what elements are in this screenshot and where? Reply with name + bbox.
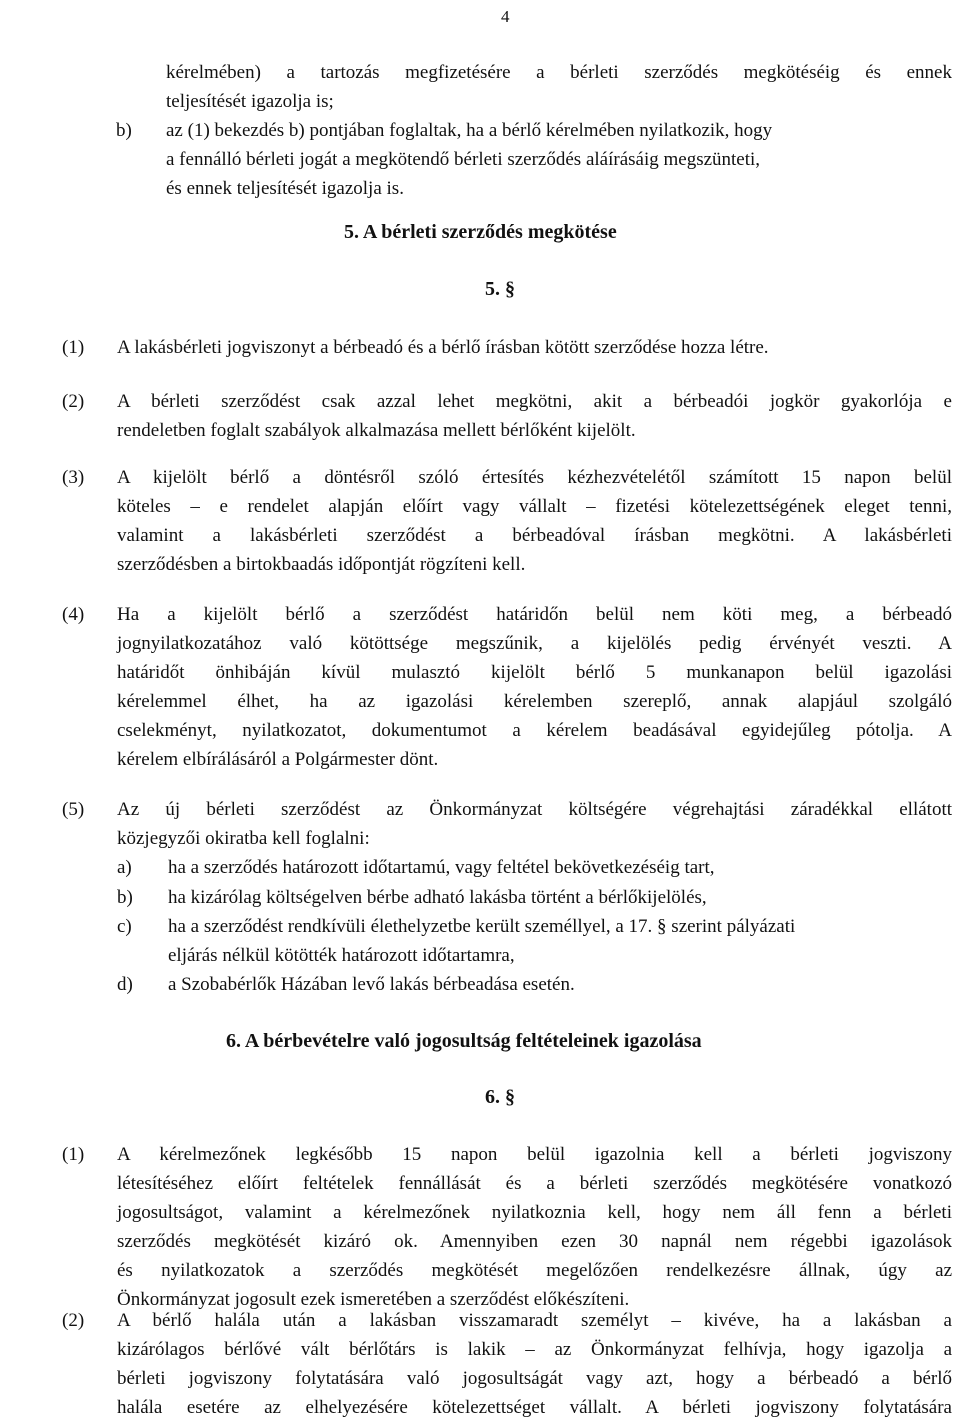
list-label: b) bbox=[117, 887, 133, 908]
text-line: A bérleti szerződést csak azzal lehet megkötni, akit a bérbeadói jogkör gyakorlója e bbox=[117, 391, 952, 412]
text-line: Önkormányzat jogosult ezek ismeretében a szerződést előkészíteni. bbox=[117, 1289, 630, 1310]
paragraph-number: (1) bbox=[62, 337, 85, 358]
paragraph-number: (2) bbox=[62, 1310, 85, 1331]
paragraph-number: (2) bbox=[62, 391, 85, 412]
text-line: valamint a lakásbérleti szerződést a bérbeadóval írásban megkötni. A lakásbérleti bbox=[117, 525, 952, 546]
paragraph-number: (4) bbox=[62, 604, 85, 625]
list-item-text bbox=[168, 853, 715, 882]
text-line: kérelemmel élhet, ha az igazolási kérelemben szereplő, annak alapjául szolgáló bbox=[117, 691, 952, 712]
text-line: A lakásbérleti jogviszonyt a bérbeadó és a bérlő írásban kötött szerződése hozza létre. bbox=[117, 337, 769, 358]
chapter-5-title: 5. A bérleti szerződés megkötése bbox=[344, 221, 617, 243]
text-line: a fennálló bérleti jogát a megkötendő bérleti szerződés aláírásáig megszünteti, bbox=[166, 149, 761, 170]
list-label: a) bbox=[117, 857, 132, 878]
page-number: 4 bbox=[501, 7, 510, 26]
text-line: jognyilatkozatához való kötöttsége megszűnik, a kijelölés pedig érvényét veszti. A bbox=[117, 633, 952, 654]
list-item-text bbox=[166, 116, 952, 203]
text-line: Ha a kijelölt bérlő a szerződést határidőn belül nem köti meg, a bérbeadó bbox=[117, 604, 952, 625]
list-item-text bbox=[168, 912, 952, 970]
text-line: szerződés megkötését kizáró ok. Amennyiben ezen 30 napnál nem régebbi igazolások bbox=[117, 1231, 952, 1252]
text-line: rendeletben foglalt szabályok alkalmazása mellett bérlőként kijelölt. bbox=[117, 420, 636, 441]
text-line: kizárólagos bérlővé vált bérlőtárs is lakik – az Önkormányzat felhívja, hogy igazolja a bbox=[117, 1339, 952, 1360]
chapter-6-title: 6. A bérbevételre való jogosultság feltételeinek igazolása bbox=[226, 1030, 702, 1052]
text-line: teljesítését igazolja is; bbox=[166, 91, 334, 112]
text-line: létesítéséhez előírt feltételek fennállását és a bérleti szerződés megkötésére vonatkozó bbox=[117, 1173, 952, 1194]
text-line: ha kizárólag költségelven bérbe adható lakásba történt a bérlőkijelölés, bbox=[168, 887, 707, 908]
list-label: d) bbox=[117, 974, 133, 995]
text-line: Az új bérleti szerződést az Önkormányzat költségére végrehajtási záradékkal ellátott bbox=[117, 799, 952, 820]
paragraph-text bbox=[117, 1306, 952, 1422]
paragraph-number: (1) bbox=[62, 1144, 85, 1165]
paragraph-text bbox=[117, 795, 952, 853]
text-line: halála esetére az elhelyezésére kötelezettséget vállalt. A bérleti jogviszony folytatására bbox=[117, 1397, 952, 1418]
text-line: cselekményt, nyilatkozatot, dokumentumot a kérelem beadásával egyidejűleg pótolja. A bbox=[117, 720, 952, 741]
text-line: és ennek teljesítését igazolja is. bbox=[166, 178, 404, 199]
section-5-mark: 5. § bbox=[485, 278, 515, 300]
text-line: kérelem elbírálásáról a Polgármester dönt. bbox=[117, 749, 439, 770]
list-label: b) bbox=[116, 120, 132, 141]
text-line: A bérlő halála után a lakásban visszamaradt személyt – kivéve, ha a lakásban a bbox=[117, 1310, 952, 1331]
text-line: határidőt önhibáján kívül mulasztó kijelölt bérlő 5 munkanapon belül igazolási bbox=[117, 662, 952, 683]
text-line: ha a szerződés határozott időtartamú, vagy feltétel bekövetkezéséig tart, bbox=[168, 857, 715, 878]
paragraph-number: (5) bbox=[62, 799, 85, 820]
text-line: és nyilatkozatok a szerződés megkötését megelőzően rendelkezésre állnak, úgy az bbox=[117, 1260, 952, 1281]
text-line: eljárás nélkül kötötték határozott időtartamra, bbox=[168, 945, 515, 966]
text-line: közjegyzői okiratba kell foglalni: bbox=[117, 828, 370, 849]
text-line: ha a szerződést rendkívüli élethelyzetbe került személlyel, a 17. § szerint pályázati bbox=[168, 916, 796, 937]
text-line: szerződésben a birtokbaadás időpontját rögzíteni kell. bbox=[117, 554, 526, 575]
list-item-text bbox=[168, 883, 707, 912]
text-line: köteles – e rendelet alapján előírt vagy vállalt – fizetési kötelezettségének eleget tenni, bbox=[117, 496, 952, 517]
text-line: jogosultságot, valamint a kérelmezőnek nyilatkoznia kell, hogy nem áll fenn a bérleti bbox=[117, 1202, 952, 1223]
text-line: A kijelölt bérlő a döntésről szóló értesítés kézhezvételétől számított 15 napon belül bbox=[117, 467, 952, 488]
paragraph-text bbox=[117, 387, 952, 445]
paragraph-text bbox=[117, 1140, 952, 1314]
paragraph-text bbox=[117, 463, 952, 579]
section-6-mark: 6. § bbox=[485, 1086, 515, 1108]
continuation-text bbox=[166, 58, 952, 116]
paragraph-text bbox=[117, 600, 952, 774]
text-line: az (1) bekezdés b) pontjában foglaltak, ha a bérlő kérelmében nyilatkozik, hogy bbox=[166, 120, 773, 141]
text-line: A kérelmezőnek legkésőbb 15 napon belül igazolnia kell a bérleti jogviszony bbox=[117, 1144, 952, 1165]
paragraph-text bbox=[117, 333, 952, 362]
text-line: a Szobabérlők Házában levő lakás bérbeadása esetén. bbox=[168, 974, 575, 995]
text-line: kérelmében) a tartozás megfizetésére a bérleti szerződés megkötéséig és ennek bbox=[166, 62, 952, 83]
list-label: c) bbox=[117, 916, 132, 937]
paragraph-number: (3) bbox=[62, 467, 85, 488]
text-line: bérleti jogviszony folytatására való jogosultságát vagy azt, hogy a bérbeadó a bérlő bbox=[117, 1368, 952, 1389]
list-item-text bbox=[168, 970, 575, 999]
